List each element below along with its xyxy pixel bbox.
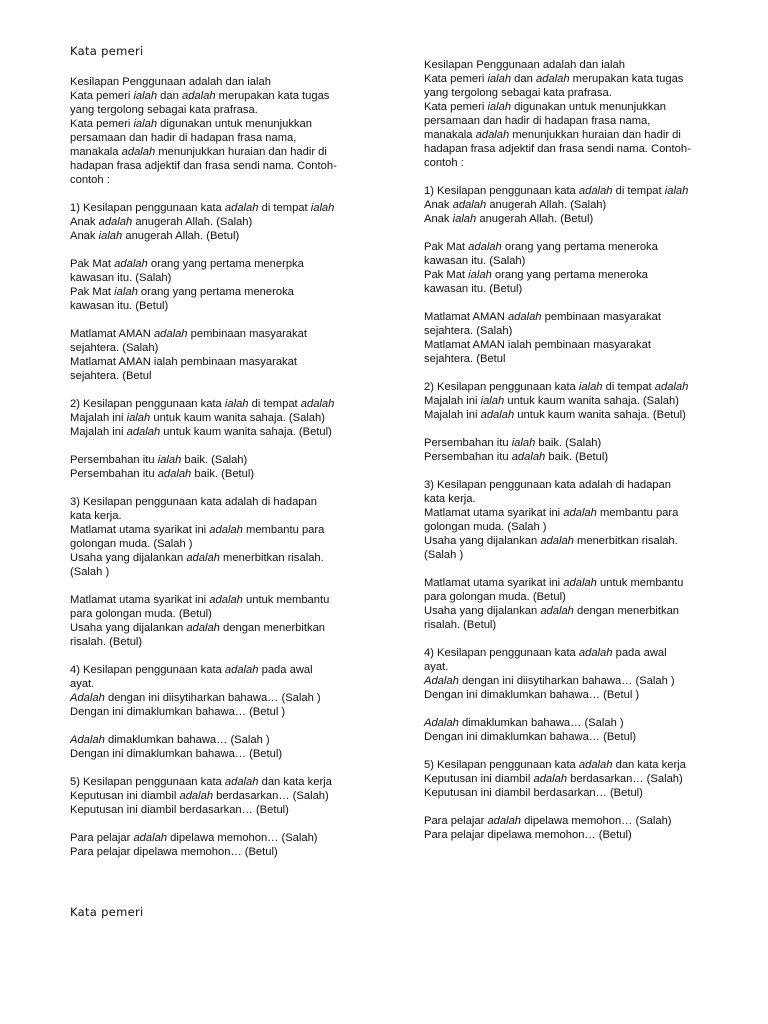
text-line: hadapan frasa adjektif dan frasa sendi nama. Contoh- [424,143,691,155]
text-line: sejahtera. (Betul [424,353,506,365]
text-line: Para pelajar adalah dipelawa memohon… (Salah) [70,832,318,844]
blank-line [70,243,380,257]
text-line: Majalah ini adalah untuk kaum wanita sahaja. (Betul) [70,426,332,438]
text-line: 4) Kesilapan penggunaan kata adalah pada awal [424,647,667,659]
text-line: sejahtera. (Salah) [70,342,159,354]
text-line: Pak Mat ialah orang yang pertama meneroka [70,286,294,298]
text-line: Dengan ini dimaklumkan bahawa… (Betul) [424,731,637,743]
text-line: Kata pemeri ialah dan adalah merupakan kata tugas [424,73,684,85]
text-line: Para pelajar dipelawa memohon… (Betul) [424,829,632,841]
text-line: hadapan frasa adjektif dan frasa sendi nama. Contoh- [70,160,337,172]
text-line: para golongan muda. (Betul) [70,608,212,620]
text-line: Matlamat utama syarikat ini adalah untuk membantu [424,577,684,589]
text-line: golongan muda. (Salah ) [424,521,547,533]
blank-line [70,187,380,201]
text-line: 1) Kesilapan penggunaan kata adalah di tempat ialah [424,185,689,197]
text-line: Anak adalah anugerah Allah. (Salah) [70,216,253,228]
text-line: Pak Mat adalah orang yang pertama menerpka [70,258,304,270]
text-line: kata kerja. [70,510,122,522]
text-line: Majalah ini ialah untuk kaum wanita sahaja. (Salah) [70,412,325,424]
text-line: Adalah dengan ini diisytiharkan bahawa… (Salah ) [70,692,321,704]
text-line: Keputusan ini diambil adalah berdasarkan… (Salah) [70,790,329,802]
blank-line [424,800,744,814]
text-line: Pak Mat adalah orang yang pertama meneroka [424,241,658,253]
text-line: Keputusan ini diambil berdasarkan… (Betul) [424,787,643,799]
text-line: (Salah ) [424,549,464,561]
text-line: Pak Mat ialah orang yang pertama meneroka [424,269,648,281]
text-line: Matlamat AMAN adalah pembinaan masyarakat [424,311,661,323]
text-line: yang tergolong sebagai kata prafrasa. [70,104,258,116]
footer-heading: Kata pemeri [70,905,144,919]
text-line: Persembahan itu adalah baik. (Betul) [424,451,609,463]
blank-line [424,562,744,576]
blank-line [424,170,744,184]
text-line: contoh : [70,174,110,186]
blank-line [70,579,380,593]
blank-line [424,464,744,478]
blank-line [424,632,744,646]
right-column [424,58,744,842]
blank-line [424,366,744,380]
text-line: 1) Kesilapan penggunaan kata adalah di tempat ialah [70,202,335,214]
text-line: kata kerja. [424,493,476,505]
text-line: Keputusan ini diambil berdasarkan… (Betul) [70,804,289,816]
blank-line [424,702,744,716]
text-line: Kesilapan Penggunaan adalah dan ialah [424,59,625,71]
text-line: kawasan itu. (Betul) [70,300,169,312]
text-line: Kata pemeri ialah dan adalah merupakan kata tugas [70,90,330,102]
text-line: persamaan dan hadir di hadapan frasa nama, [70,132,297,144]
text-line: Usaha yang dijalankan adalah dengan menerbitkan [70,622,326,634]
text-line: yang tergolong sebagai kata prafrasa. [424,87,612,99]
blank-line [70,761,380,775]
blank-line [424,422,744,436]
left-column [70,75,380,859]
text-line: sejahtera. (Salah) [424,325,513,337]
text-line: Persembahan itu ialah baik. (Salah) [424,437,602,449]
text-line: Kesilapan Penggunaan adalah dan ialah [70,76,271,88]
text-line: Matlamat AMAN ialah pembinaan masyarakat [70,356,297,368]
text-line: kawasan itu. (Betul) [424,283,523,295]
text-line: Matlamat utama syarikat ini adalah membantu para [424,507,679,519]
text-line: manakala adalah menunjukkan huraian dan hadir di [424,129,681,141]
text-line: Dengan ini dimaklumkan bahawa… (Betul ) [70,706,286,718]
text-line: persamaan dan hadir di hadapan frasa nama, [424,115,651,127]
blank-line [70,481,380,495]
text-line: Anak adalah anugerah Allah. (Salah) [424,199,607,211]
text-line: Majalah ini ialah untuk kaum wanita sahaja. (Salah) [424,395,679,407]
text-line: ayat. [424,661,449,673]
text-line: Adalah dimaklumkan bahawa… (Salah ) [70,734,270,746]
text-line: Usaha yang dijalankan adalah menerbitkan risalah. [70,552,324,564]
text-line: Usaha yang dijalankan adalah dengan menerbitkan [424,605,680,617]
text-line: Majalah ini adalah untuk kaum wanita sahaja. (Betul) [424,409,686,421]
blank-line [70,313,380,327]
text-line: Anak ialah anugerah Allah. (Betul) [70,230,240,242]
text-line: risalah. (Betul) [424,619,497,631]
page-heading: Kata pemeri [70,44,144,58]
text-line: 2) Kesilapan penggunaan kata ialah di tempat adalah [424,381,689,393]
text-line: Dengan ini dimaklumkan bahawa… (Betul ) [424,689,640,701]
text-line: Kata pemeri ialah digunakan untuk menunjukkan [70,118,312,130]
text-line: (Salah ) [70,566,110,578]
text-line: ayat. [70,678,95,690]
text-line: golongan muda. (Salah ) [70,538,193,550]
text-line: 3) Kesilapan penggunaan kata adalah di hadapan [424,479,671,491]
blank-line [70,649,380,663]
blank-line [424,226,744,240]
text-line: 4) Kesilapan penggunaan kata adalah pada awal [70,664,313,676]
text-line: Adalah dimaklumkan bahawa… (Salah ) [424,717,624,729]
text-line: risalah. (Betul) [70,636,143,648]
blank-line [70,719,380,733]
text-line: Matlamat AMAN ialah pembinaan masyarakat [424,339,651,351]
blank-line [424,296,744,310]
text-line: para golongan muda. (Betul) [424,591,566,603]
text-line: Anak ialah anugerah Allah. (Betul) [424,213,594,225]
text-line: Matlamat utama syarikat ini adalah untuk membantu [70,594,330,606]
blank-line [424,744,744,758]
text-line: Adalah dengan ini diisytiharkan bahawa… (Salah ) [424,675,675,687]
text-line: contoh : [424,157,464,169]
blank-line [70,383,380,397]
blank-line [70,817,380,831]
text-line: kawasan itu. (Salah) [70,272,172,284]
text-line: 5) Kesilapan penggunaan kata adalah dan kata kerja [424,759,686,771]
text-line: Persembahan itu adalah baik. (Betul) [70,468,255,480]
text-line: kawasan itu. (Salah) [424,255,526,267]
text-line: Kata pemeri ialah digunakan untuk menunjukkan [424,101,666,113]
text-line: 5) Kesilapan penggunaan kata adalah dan kata kerja [70,776,332,788]
text-line: Para pelajar dipelawa memohon… (Betul) [70,846,278,858]
text-line: Persembahan itu ialah baik. (Salah) [70,454,248,466]
text-line: Para pelajar adalah dipelawa memohon… (Salah) [424,815,672,827]
text-line: manakala adalah menunjukkan huraian dan hadir di [70,146,327,158]
text-line: sejahtera. (Betul [70,370,152,382]
blank-line [70,439,380,453]
text-line: Keputusan ini diambil adalah berdasarkan… (Salah) [424,773,683,785]
text-line: Matlamat utama syarikat ini adalah membantu para [70,524,325,536]
text-line: 2) Kesilapan penggunaan kata ialah di tempat adalah [70,398,335,410]
text-line: Matlamat AMAN adalah pembinaan masyarakat [70,328,307,340]
text-line: Dengan ini dimaklumkan bahawa… (Betul) [70,748,283,760]
text-line: 3) Kesilapan penggunaan kata adalah di hadapan [70,496,317,508]
text-line: Usaha yang dijalankan adalah menerbitkan risalah. [424,535,678,547]
